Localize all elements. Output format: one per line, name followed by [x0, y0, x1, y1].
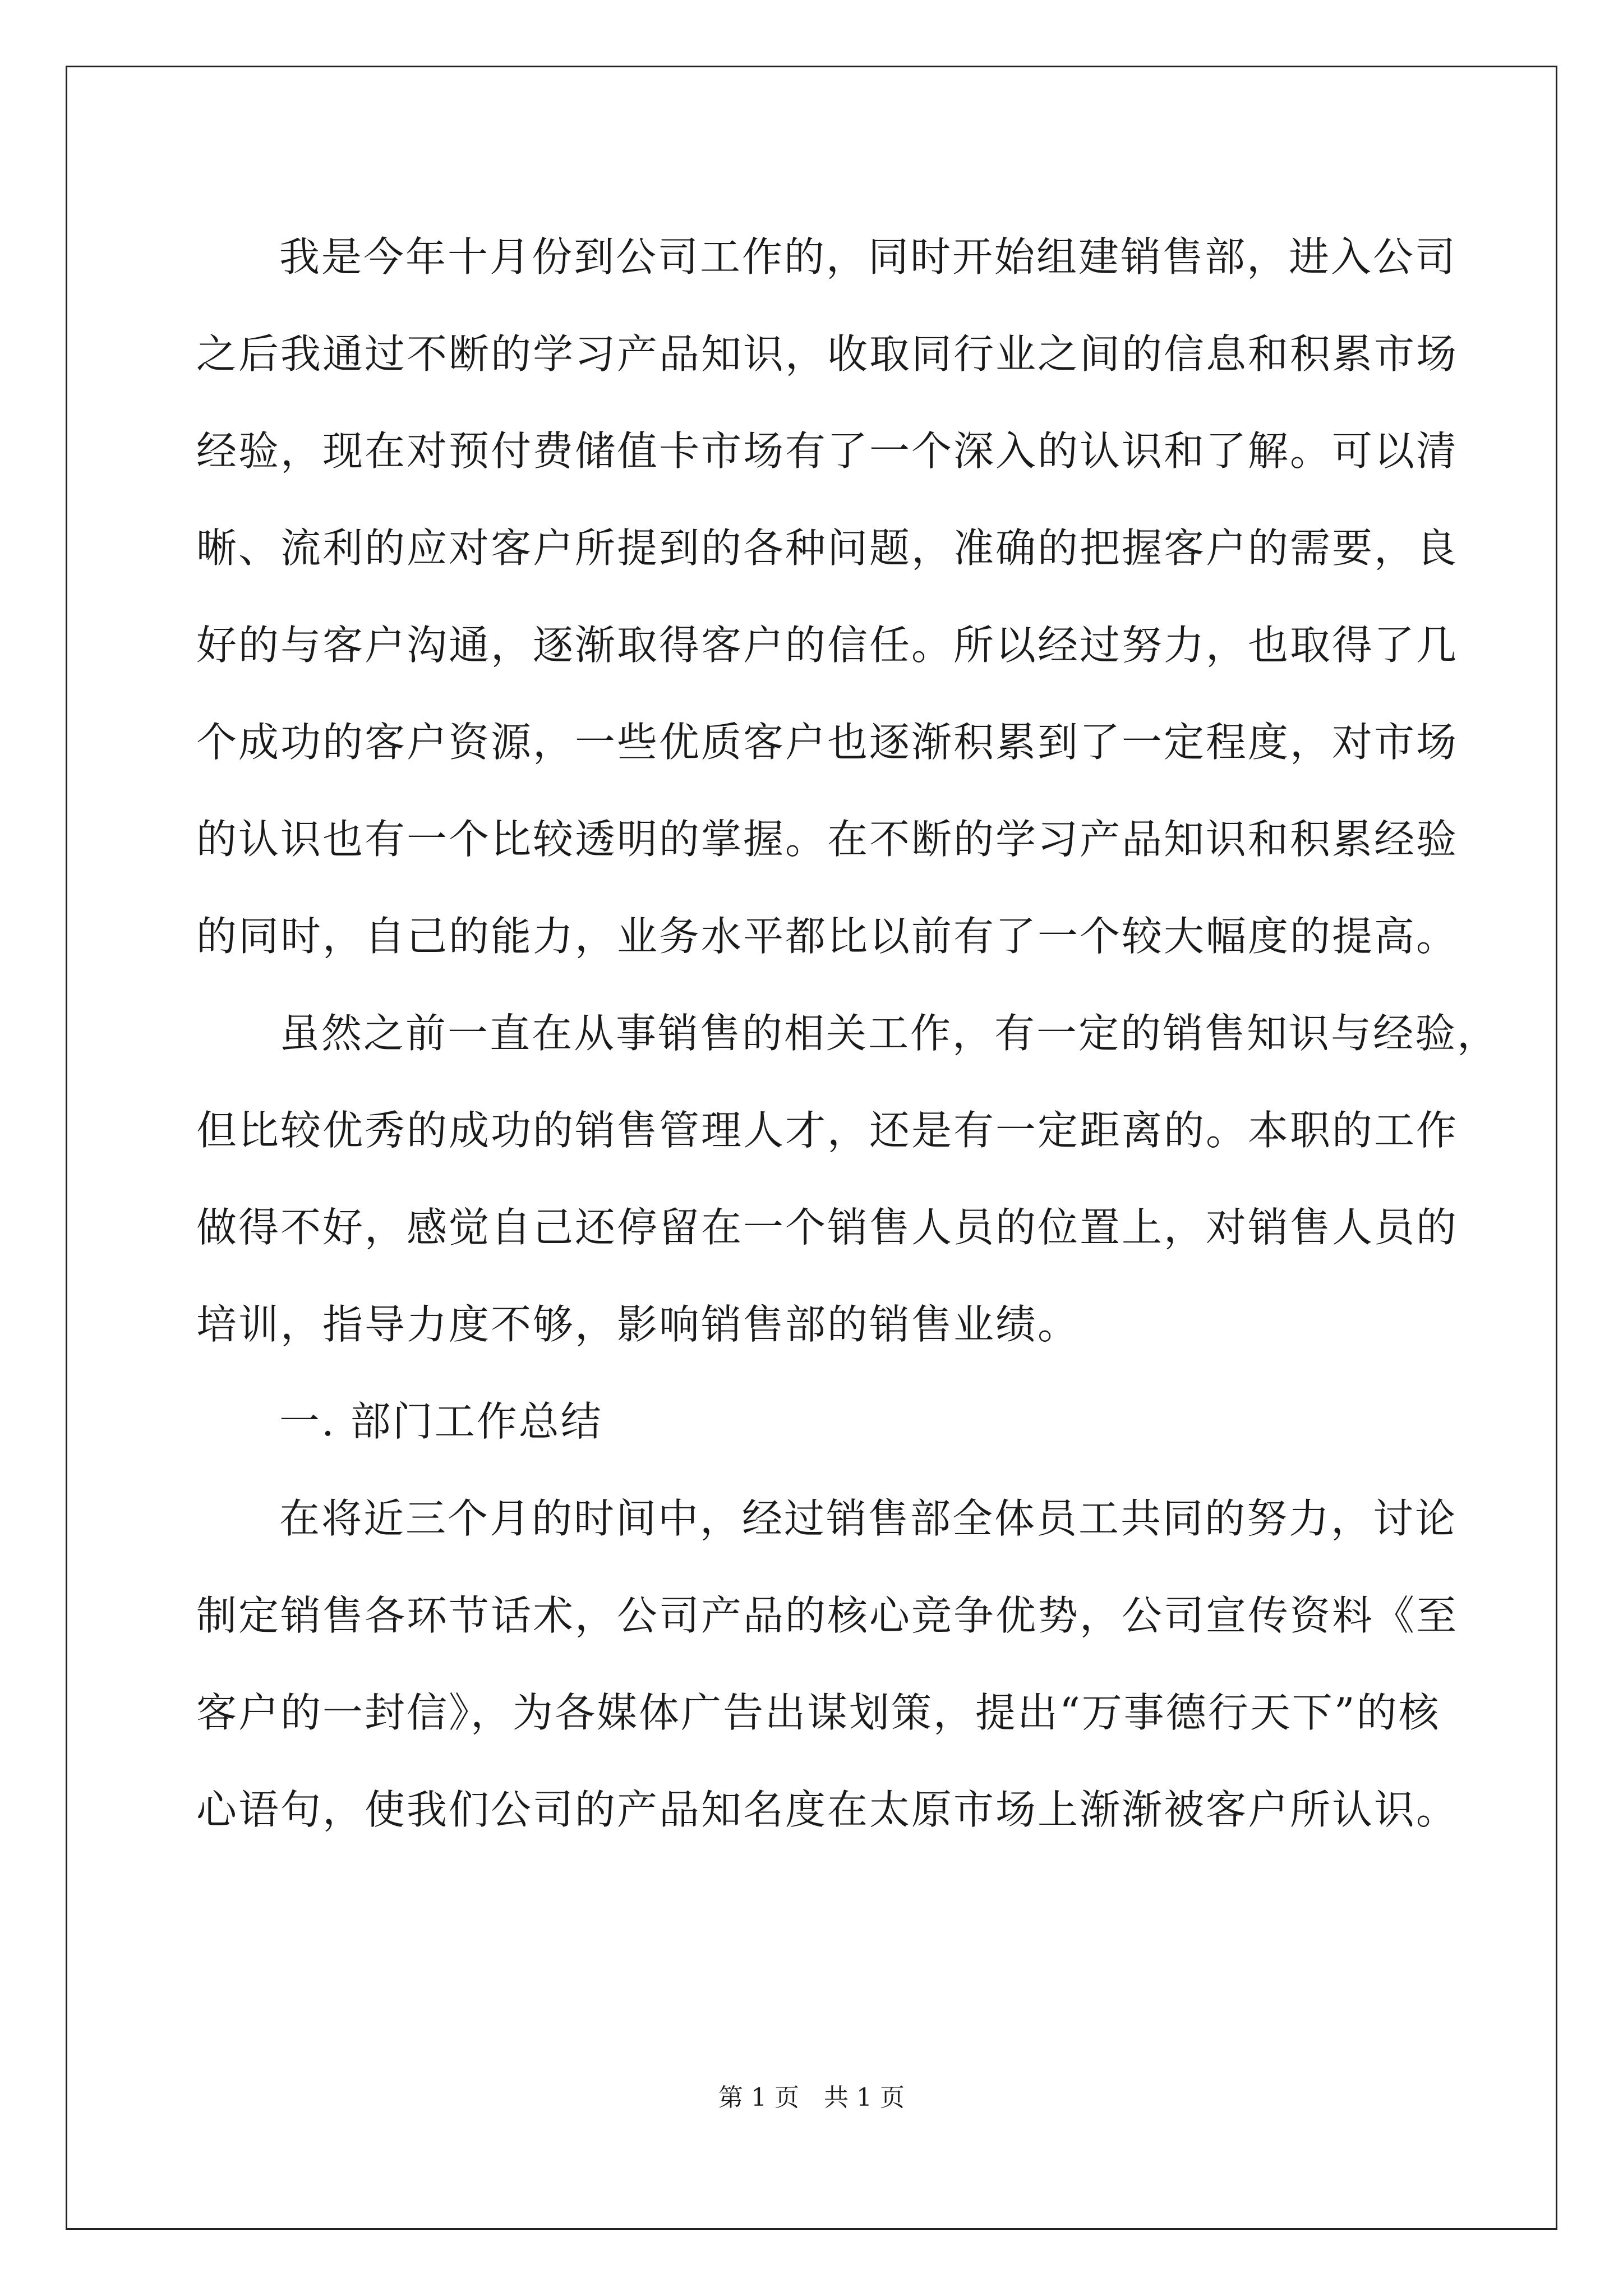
paragraph-3-line-2: 制定销售各环节话术，公司产品的核心竞争优势，公司宣传资料《至 — [196, 1592, 1459, 1639]
paragraph-3-line-3: 客户的一封信》，为各媒体广告出谋划策，提出“万事德行天下”的核 — [196, 1689, 1441, 1736]
paragraph-2-line-1: 虽然之前一直在从事销售的相关工作，有一定的销售知识与经验， — [279, 1010, 1500, 1057]
paragraph-1-line-6: 个成功的客户资源，一些优质客户也逐渐积累到了一定程度，对市场 — [196, 719, 1459, 766]
paragraph-1-line-7: 的认识也有一个比较透明的掌握。在不断的学习产品知识和积累经验 — [196, 816, 1459, 863]
paragraph-1-line-3: 经验，现在对预付费储值卡市场有了一个深入的认识和了解。可以清 — [196, 427, 1459, 475]
paragraph-3-line-1: 在将近三个月的时间中，经过销售部全体员工共同的努力，讨论 — [279, 1495, 1458, 1542]
page-total: 共 1 页 — [824, 2083, 905, 2112]
paragraph-1-line-2: 之后我通过不断的学习产品知识，收取同行业之间的信息和积累市场 — [196, 330, 1459, 378]
paragraph-3-line-4: 心语句，使我们公司的产品知名度在太原市场上渐渐被客户所认识。 — [196, 1786, 1459, 1833]
paragraph-1-line-1: 我是今年十月份到公司工作的，同时开始组建销售部，进入公司 — [279, 233, 1458, 280]
page-footer — [0, 2081, 1623, 2115]
paragraph-1-line-4: 晰、流利的应对客户所提到的各种问题，准确的把握客户的需要，良 — [196, 524, 1459, 572]
page-number: 第 1 页 — [718, 2083, 799, 2112]
paragraph-2-line-3: 做得不好，感觉自己还停留在一个销售人员的位置上，对销售人员的 — [196, 1204, 1459, 1251]
section-heading: 一. 部门工作总结 — [279, 1398, 603, 1445]
paragraph-2-line-4: 培训，指导力度不够，影响销售部的销售业绩。 — [196, 1301, 1080, 1348]
paragraph-1-line-8: 的同时，自己的能力，业务水平都比以前有了一个较大幅度的提高。 — [196, 913, 1459, 960]
document-body — [196, 209, 1500, 1858]
paragraph-1-line-5: 好的与客户沟通，逐渐取得客户的信任。所以经过努力，也取得了几 — [196, 622, 1459, 669]
paragraph-2-line-2: 但比较优秀的成功的销售管理人才，还是有一定距离的。本职的工作 — [196, 1107, 1459, 1154]
